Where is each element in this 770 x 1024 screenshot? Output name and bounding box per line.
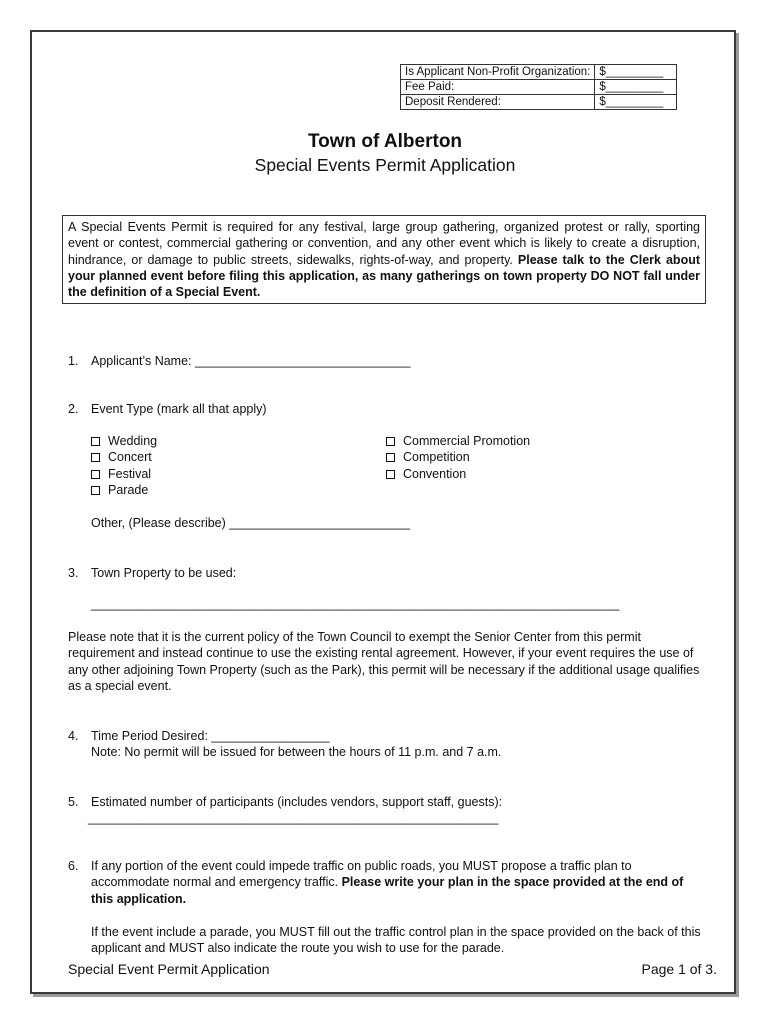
q3-number: 3. xyxy=(68,566,79,580)
option-label: Concert xyxy=(108,450,152,465)
fee-row-deposit xyxy=(401,95,677,110)
fee-label: Fee Paid: xyxy=(401,80,595,95)
q6-number: 6. xyxy=(68,859,79,873)
q5-number: 5. xyxy=(68,795,79,809)
fee-value[interactable]: $_________ xyxy=(595,65,677,80)
applicant-name-field[interactable]: Applicant’s Name: _______________________________ xyxy=(91,354,411,368)
event-option-convention[interactable] xyxy=(386,466,530,482)
event-option-wedding[interactable] xyxy=(91,433,157,449)
parade-instructions: If the event include a parade, you MUST fill out the traffic control plan in the space provided on the back of this applicant and MUST also indicate the route you wish to use for the parade. xyxy=(91,925,701,956)
intro-bold-text: Please talk to the Clerk about your planned event before filing this application, as many gatherings on town property DO NOT fall under the definition of a Special Event. xyxy=(68,252,700,300)
footer-title: Special Event Permit Application xyxy=(68,961,270,977)
option-label: Competition xyxy=(403,450,470,465)
event-other-field[interactable]: Other, (Please describe) __________________________ xyxy=(91,516,411,530)
fee-row-paid xyxy=(401,80,677,95)
senior-center-note: Please note that it is the current policy of the Town Council to exempt the Senior Center from this permit requirement and instead continue to use the existing rental agreement. However, if your event requires the use of any other adjoining Town Property (such as the Park), this permit will be necessary if the additional usage qualifies as a special event. xyxy=(68,630,700,693)
participants-field[interactable]: ___________________________________________________________ xyxy=(88,811,499,825)
event-option-commercial-promotion[interactable] xyxy=(386,433,530,449)
event-option-competition[interactable] xyxy=(386,449,530,465)
time-period-note: Note: No permit will be issued for between the hours of 11 p.m. and 7 a.m. xyxy=(91,745,502,759)
page-title: Town of Alberton xyxy=(307,131,463,152)
option-label: Convention xyxy=(403,466,467,481)
fee-value[interactable]: $_________ xyxy=(595,95,677,110)
checkbox-icon[interactable] xyxy=(91,453,100,462)
event-option-festival[interactable] xyxy=(91,466,157,482)
event-type-options-left xyxy=(91,433,157,498)
intro-text: A Special Events Permit is required for any festival, large group gathering, organized protest or rally, sporting event or contest, commercial gathering or convention, and any other event which is likely to create a disruption, hindrance, or damage to public streets, sidewalks, rights-of-way, and property. xyxy=(68,220,700,267)
option-label: Festival xyxy=(108,466,152,481)
checkbox-icon[interactable] xyxy=(386,437,395,446)
checkbox-icon[interactable] xyxy=(386,470,395,479)
traffic-plan-instructions xyxy=(91,858,709,907)
fee-label: Deposit Rendered: xyxy=(401,95,595,110)
checkbox-icon[interactable] xyxy=(386,453,395,462)
checkbox-icon[interactable] xyxy=(91,470,100,479)
traffic-plan-bold-text: Please write your plan in the space provided at the end of this application. xyxy=(91,875,684,906)
option-label: Commercial Promotion xyxy=(403,434,531,448)
participants-label: Estimated number of participants (includes vendors, support staff, guests): xyxy=(91,795,503,809)
time-period-field[interactable]: Time Period Desired: _________________ xyxy=(91,729,330,743)
event-type-options-right xyxy=(386,433,530,482)
page-subtitle: Special Events Permit Application xyxy=(254,155,516,175)
q1-number: 1. xyxy=(68,354,79,368)
town-property-label: Town Property to be used: xyxy=(91,566,237,580)
q4-number: 4. xyxy=(68,729,79,743)
option-label: Parade xyxy=(108,482,149,497)
footer-page-number: Page 1 of 3. xyxy=(641,961,717,977)
checkbox-icon[interactable] xyxy=(91,486,100,495)
fee-row-nonprofit xyxy=(401,65,677,80)
q2-number: 2. xyxy=(68,402,79,416)
event-option-parade[interactable] xyxy=(91,482,157,498)
traffic-plan-text: If any portion of the event could impede traffic on public roads, you MUST propose a traffic plan to accommodate normal and emergency traffic. xyxy=(91,859,632,890)
event-option-concert[interactable] xyxy=(91,449,157,465)
fee-value[interactable]: $_________ xyxy=(595,80,677,95)
event-type-label: Event Type (mark all that apply) xyxy=(91,402,267,416)
fee-table xyxy=(400,64,677,110)
town-property-field[interactable]: ____________________________________________________________________________ xyxy=(91,597,620,611)
checkbox-icon[interactable] xyxy=(91,437,100,446)
intro-box xyxy=(62,215,706,304)
option-label: Wedding xyxy=(108,434,158,448)
fee-label: Is Applicant Non-Profit Organization: xyxy=(401,65,595,80)
